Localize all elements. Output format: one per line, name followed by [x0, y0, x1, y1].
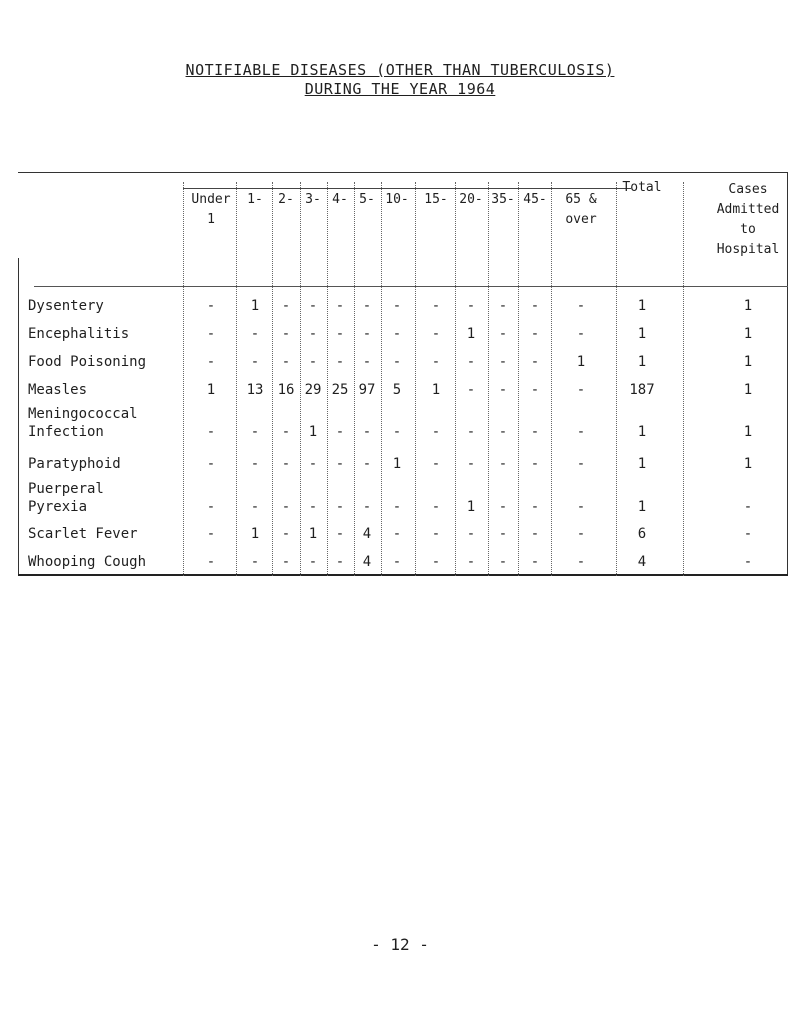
table-cell: -	[362, 326, 372, 342]
total-header: Total	[622, 180, 662, 195]
table-cell: 5	[392, 382, 402, 398]
table-cell: 1	[466, 326, 476, 342]
table-cell: -	[431, 354, 441, 370]
table-cell: -	[362, 456, 372, 472]
table-cell: -	[206, 554, 216, 570]
age-header-sub: 1	[207, 212, 215, 227]
table-cell: -	[308, 354, 318, 370]
table-cell: -	[576, 424, 586, 440]
table-cell: -	[206, 456, 216, 472]
table-cell: -	[281, 499, 291, 515]
age-header: 2-	[278, 192, 294, 207]
table-cell: -	[466, 526, 476, 542]
table-cell: -	[392, 298, 402, 314]
table-cell: 4	[362, 526, 372, 542]
table-cell: -	[335, 554, 345, 570]
table-cell: -	[466, 424, 476, 440]
table-cell: -	[530, 298, 540, 314]
table-cell: -	[335, 456, 345, 472]
age-group-rule	[183, 188, 631, 189]
disease-name: Paratyphoid	[28, 456, 121, 472]
hospital-cell: 1	[743, 424, 753, 440]
table-cell: -	[281, 298, 291, 314]
column-separator	[183, 182, 184, 576]
table-cell: -	[392, 554, 402, 570]
age-header: 65 &	[565, 192, 597, 207]
table-cell: -	[392, 424, 402, 440]
table-cell: -	[576, 382, 586, 398]
table-cell: -	[498, 526, 508, 542]
column-separator	[272, 182, 273, 576]
hospital-cell: -	[743, 554, 753, 570]
table-cell: -	[362, 424, 372, 440]
table-cell: -	[431, 499, 441, 515]
age-header: 15-	[424, 192, 448, 207]
table-bottom-border	[18, 574, 788, 576]
table-cell: -	[335, 424, 345, 440]
age-header: 1-	[247, 192, 263, 207]
table-cell: -	[530, 382, 540, 398]
table-cell: -	[308, 499, 318, 515]
hospital-cell: 1	[743, 456, 753, 472]
hospital-header: to	[740, 222, 756, 237]
table-cell: -	[206, 298, 216, 314]
table-cell: -	[530, 526, 540, 542]
age-header: 45-	[523, 192, 547, 207]
disease-name: Food Poisoning	[28, 354, 147, 370]
table-cell: 1	[576, 354, 586, 370]
table-cell: 25	[331, 382, 349, 398]
table-cell: -	[431, 424, 441, 440]
table-cell: -	[250, 554, 260, 570]
column-separator	[455, 182, 456, 576]
disease-name: Scarlet Fever	[28, 526, 138, 542]
age-header: 4-	[332, 192, 348, 207]
column-separator	[354, 182, 355, 576]
table-cell: -	[250, 499, 260, 515]
table-cell: -	[392, 354, 402, 370]
hospital-header: Admitted	[716, 202, 780, 217]
hospital-cell: 1	[743, 382, 753, 398]
total-cell: 1	[637, 456, 647, 472]
age-header: 35-	[491, 192, 515, 207]
table-cell: -	[576, 298, 586, 314]
hospital-header: Cases	[728, 182, 768, 197]
table-cell: -	[466, 554, 476, 570]
table-cell: 1	[392, 456, 402, 472]
table-cell: -	[431, 298, 441, 314]
table-cell: 16	[277, 382, 295, 398]
disease-name: Pyrexia	[28, 499, 88, 515]
table-cell: -	[335, 326, 345, 342]
table-cell: -	[281, 456, 291, 472]
table-cell: -	[362, 499, 372, 515]
hospital-cell: -	[743, 526, 753, 542]
table-cell: -	[530, 326, 540, 342]
table-cell: -	[498, 456, 508, 472]
table-cell: 4	[362, 554, 372, 570]
table-cell: -	[498, 554, 508, 570]
table-cell: -	[308, 456, 318, 472]
disease-name: Meningococcal	[28, 406, 138, 422]
table-cell: -	[281, 354, 291, 370]
table-top-border	[18, 172, 788, 173]
table-cell: 1	[250, 526, 260, 542]
column-separator	[518, 182, 519, 576]
table-cell: -	[431, 326, 441, 342]
table-cell: -	[530, 456, 540, 472]
table-cell: -	[530, 424, 540, 440]
table-cell: -	[335, 298, 345, 314]
total-cell: 1	[637, 424, 647, 440]
age-header: 10-	[385, 192, 409, 207]
table-cell: -	[308, 554, 318, 570]
table-cell: 1	[431, 382, 441, 398]
table-cell: -	[308, 298, 318, 314]
table-cell: -	[206, 499, 216, 515]
column-separator	[300, 182, 301, 576]
table-cell: -	[250, 326, 260, 342]
hospital-cell: 1	[743, 354, 753, 370]
disease-name: Puerperal	[28, 481, 104, 497]
table-cell: 1	[308, 526, 318, 542]
hospital-header: Hospital	[716, 242, 780, 257]
notifiable-diseases-table	[18, 172, 788, 576]
table-cell: -	[466, 354, 476, 370]
total-cell: 187	[629, 382, 655, 398]
table-cell: -	[392, 526, 402, 542]
table-cell: 1	[308, 424, 318, 440]
table-cell: -	[530, 554, 540, 570]
table-cell: -	[362, 298, 372, 314]
table-cell: -	[498, 424, 508, 440]
table-cell: -	[498, 298, 508, 314]
table-cell: 29	[304, 382, 322, 398]
table-cell: -	[335, 354, 345, 370]
table-cell: -	[206, 424, 216, 440]
table-cell: -	[362, 354, 372, 370]
table-cell: -	[431, 456, 441, 472]
table-cell: -	[498, 326, 508, 342]
age-header: 3-	[305, 192, 321, 207]
table-cell: -	[281, 424, 291, 440]
table-cell: 13	[246, 382, 264, 398]
page-title: NOTIFIABLE DISEASES (OTHER THAN TUBERCULOSIS)	[185, 61, 615, 79]
table-cell: 1	[250, 298, 260, 314]
table-cell: -	[576, 326, 586, 342]
total-cell: 1	[637, 354, 647, 370]
table-cell: -	[281, 554, 291, 570]
table-cell: -	[431, 554, 441, 570]
total-cell: 4	[637, 554, 647, 570]
age-header-sub: over	[565, 212, 597, 227]
hospital-cell: -	[743, 499, 753, 515]
table-cell: -	[206, 526, 216, 542]
page-subtitle: DURING THE YEAR 1964	[304, 80, 496, 98]
table-cell: 1	[466, 499, 476, 515]
total-cell: 6	[637, 526, 647, 542]
table-cell: -	[250, 456, 260, 472]
table-cell: -	[250, 424, 260, 440]
disease-name: Encephalitis	[28, 326, 130, 342]
table-cell: -	[466, 298, 476, 314]
total-cell: 1	[637, 499, 647, 515]
table-cell: -	[498, 499, 508, 515]
disease-name: Infection	[28, 424, 104, 440]
table-cell: -	[206, 326, 216, 342]
hospital-cell: 1	[743, 298, 753, 314]
table-cell: -	[392, 326, 402, 342]
table-cell: -	[498, 382, 508, 398]
table-cell: -	[250, 354, 260, 370]
hospital-cell: 1	[743, 326, 753, 342]
table-cell: 97	[358, 382, 376, 398]
column-separator	[616, 182, 617, 576]
age-header: 5-	[359, 192, 375, 207]
total-cell: 1	[637, 326, 647, 342]
column-separator	[381, 182, 382, 576]
table-cell: -	[335, 526, 345, 542]
age-header: Under	[191, 192, 231, 207]
table-left-border	[18, 258, 19, 576]
disease-name: Dysentery	[28, 298, 104, 314]
table-cell: -	[530, 499, 540, 515]
age-header: 20-	[459, 192, 483, 207]
table-cell: -	[392, 499, 402, 515]
table-cell: -	[530, 354, 540, 370]
table-cell: -	[335, 499, 345, 515]
table-cell: -	[206, 354, 216, 370]
table-cell: -	[281, 326, 291, 342]
table-cell: -	[576, 499, 586, 515]
table-cell: -	[576, 526, 586, 542]
table-cell: -	[466, 382, 476, 398]
table-cell: 1	[206, 382, 216, 398]
table-cell: -	[431, 526, 441, 542]
table-cell: -	[498, 354, 508, 370]
column-separator	[236, 182, 237, 576]
disease-name: Measles	[28, 382, 88, 398]
header-divider	[34, 286, 788, 287]
column-separator	[683, 182, 684, 576]
disease-name: Whooping Cough	[28, 554, 147, 570]
table-cell: -	[576, 456, 586, 472]
page-number: - 12 -	[371, 935, 429, 954]
total-cell: 1	[637, 298, 647, 314]
column-separator	[415, 182, 416, 576]
table-cell: -	[576, 554, 586, 570]
column-separator	[551, 182, 552, 576]
column-separator	[327, 182, 328, 576]
table-cell: -	[281, 526, 291, 542]
column-separator	[488, 182, 489, 576]
table-cell: -	[308, 326, 318, 342]
table-cell: -	[466, 456, 476, 472]
